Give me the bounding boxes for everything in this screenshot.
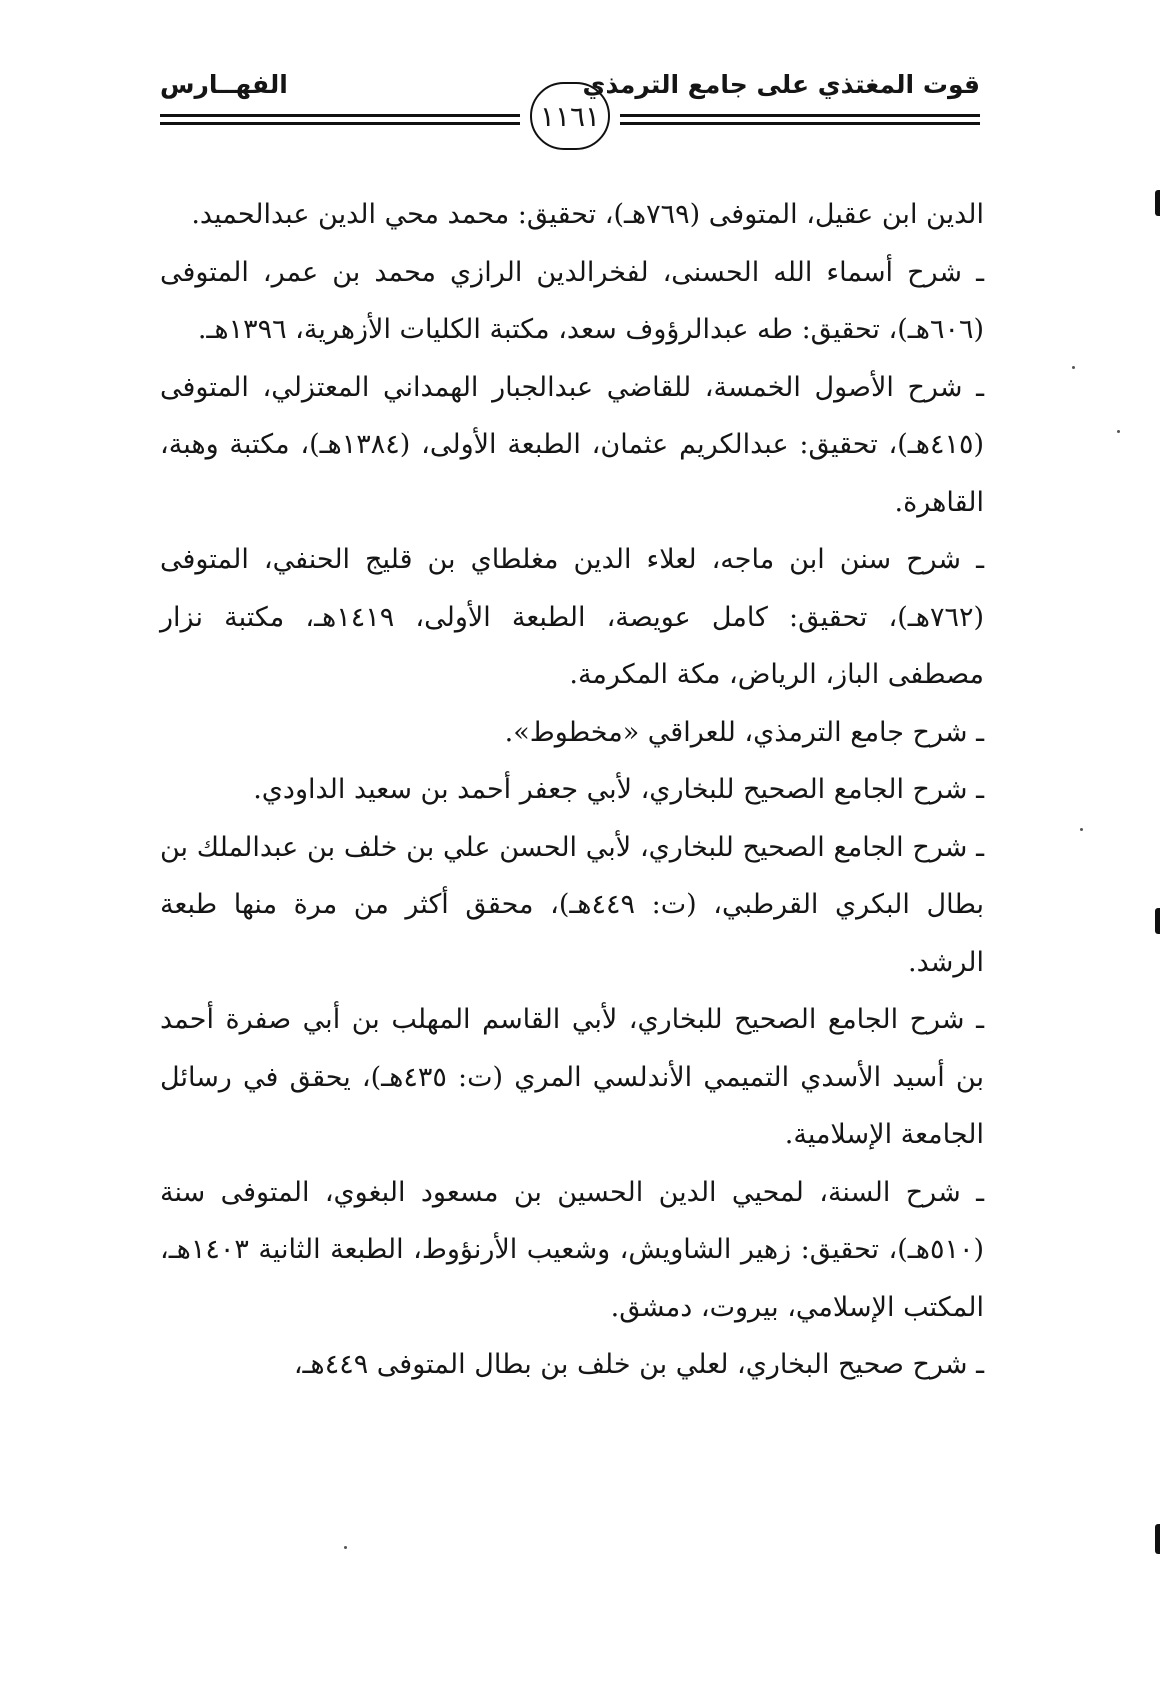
bibliography-entry: ـ شرح جامع الترمذي، للعراقي «مخطوط». <box>504 716 984 748</box>
bibliography-entry: ـ شرح سنن ابن ماجه، لعلاء الدين مغلطاي بن قليج الحنفي، المتوفى (٧٦٢هـ)، تحقيق: كامل عويصة، الطبعة الأولى، ١٤١٩هـ، مكتبة نزار مصطفى الباز، الرياض، مكة المكرمة. <box>160 544 984 690</box>
bibliography-entry: ـ شرح صحيح البخاري، لعلي بن خلف بن بطال المتوفى ٤٤٩هـ، <box>293 1349 984 1380</box>
header-rule-right-bottom <box>620 122 980 125</box>
book-title: قوت المغتذي على جامع الترمذي <box>582 70 980 99</box>
bibliography-entry: ـ شرح الأصول الخمسة، للقاضي عبدالجبار الهمداني المعتزلي، المتوفى (٤١٥هـ)، تحقيق: عبدالكريم عثمان، الطبعة الأولى، (١٣٨٤هـ)، مكتبة وهبة، القاهرة. <box>160 371 984 518</box>
scan-speck <box>344 1546 347 1549</box>
scan-margin-mark <box>1155 908 1160 934</box>
header-rule-left-bottom <box>160 122 520 125</box>
bibliography-entry: ـ شرح الجامع الصحيح للبخاري، لأبي القاسم المهلب بن أبي صفرة أحمد بن أسيد الأسدي التميمي الأندلسي المري (ت: ٤٣٥هـ)، يحقق في رسائل الجامعة الإسلامية. <box>160 1004 984 1150</box>
bibliography-text <box>160 186 984 1394</box>
header-rule-right-top <box>620 114 980 117</box>
page-number: ١١٦١ <box>530 82 610 150</box>
bibliography-entry: الدين ابن عقيل، المتوفى (٧٦٩هـ)، تحقيق: محمد محي الدين عبدالحميد. <box>191 199 984 230</box>
bibliography-entry: ـ شرح السنة، لمحيي الدين الحسين بن مسعود البغوي، المتوفى سنة (٥١٠هـ)، تحقيق: زهير الشاويش، وشعيب الأرنؤوط، الطبعة الثانية ١٤٠٣هـ، المكتب الإسلامي، بيروت، دمشق. <box>160 1176 984 1323</box>
section-title: الفهــارس <box>160 70 288 99</box>
bibliography-entry: ـ شرح الجامع الصحيح للبخاري، لأبي الحسن علي بن خلف بن عبدالملك بن بطال البكري القرطبي، (ت: ٤٤٩هـ)، محقق أكثر من مرة منها طبعة الرشد. <box>160 831 984 978</box>
scan-margin-mark <box>1155 190 1160 216</box>
scan-speck <box>1072 366 1075 369</box>
scan-speck <box>1117 430 1120 433</box>
page-header <box>160 62 980 142</box>
header-rule-left-top <box>160 114 520 117</box>
scan-speck <box>1080 828 1083 831</box>
scan-margin-mark <box>1155 1524 1160 1554</box>
bibliography-entry: ـ شرح أسماء الله الحسنى، لفخرالدين الرازي محمد بن عمر، المتوفى (٦٠٦هـ)، تحقيق: طه عبدالرؤوف سعد، مكتبة الكليات الأزهرية، ١٣٩٦هـ. <box>160 256 984 345</box>
bibliography-entry: ـ شرح الجامع الصحيح للبخاري، لأبي جعفر أحمد بن سعيد الداودي. <box>253 774 984 805</box>
